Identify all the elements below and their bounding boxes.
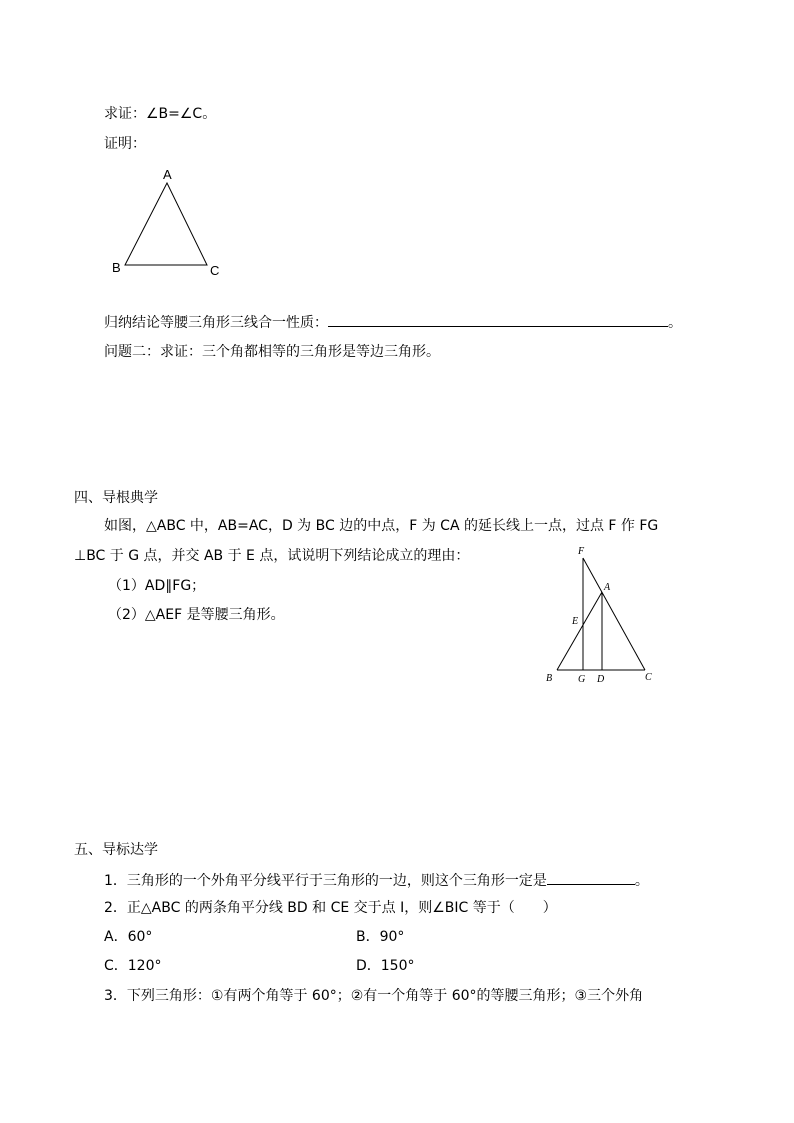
conclusion-prefix: 归纳结论等腰三角形三线合一性质： [104,315,328,331]
segment-fc [583,558,645,670]
label-c2: C [645,672,652,683]
section4-heading: 四、导根典学 [74,490,158,506]
proof-label: 证明： [104,136,146,152]
question-2: 2．正△ABC 的两条角平分线 BD 和 CE 交于点 I，则∠BIC 等于（ ） [104,900,557,916]
conclusion-suffix: 。 [668,315,682,331]
triangle-aef-figure [540,540,670,690]
option-c: C．120° [104,958,162,974]
section4-item1: （1）AD∥FG； [108,578,206,594]
section4-para-line1: 如图，△ABC 中，AB=AC，D 为 BC 边的中点，F 为 CA 的延长线上一点，过点 F 作 FG [104,518,659,534]
label-b2: B [546,673,553,684]
label-f: F [578,546,585,557]
section4-para-line2: ⊥BC 于 G 点，并交 AB 于 E 点，试说明下列结论成立的理由： [74,548,470,564]
segment-ba [557,592,602,670]
question-3: 3．下列三角形：①有两个角等于 60°；②有一个角等于 60°的等腰三角形；③三个外角 [104,988,644,1004]
label-a2: A [604,582,611,593]
label-a: A [163,167,172,182]
triangle-abc-figure [100,160,230,280]
question-1 [104,870,649,891]
section5-heading: 五、导标达学 [74,842,158,858]
problem-two: 问题二：求证：三个角都相等的三角形是等边三角形。 [104,344,440,360]
section4-item2: （2）△AEF 是等腰三角形。 [108,607,285,623]
question-1-suffix: 。 [634,873,649,889]
label-g: G [578,674,586,685]
label-c: C [210,263,220,278]
question-1-blank[interactable] [547,870,635,885]
option-d: D．150° [356,958,415,974]
label-d: D [597,674,605,685]
option-a: A．60° [104,929,153,945]
conclusion-blank[interactable] [328,312,668,327]
triangle-abc [125,183,207,265]
prove-statement: 求证：∠B=∠C。 [104,106,217,122]
conclusion-line [104,312,682,333]
label-b: B [112,260,121,275]
label-e: E [572,616,579,627]
option-b: B．90° [356,929,405,945]
question-1-text: 1．三角形的一个外角平分线平行于三角形的一边，则这个三角形一定是 [104,873,547,889]
